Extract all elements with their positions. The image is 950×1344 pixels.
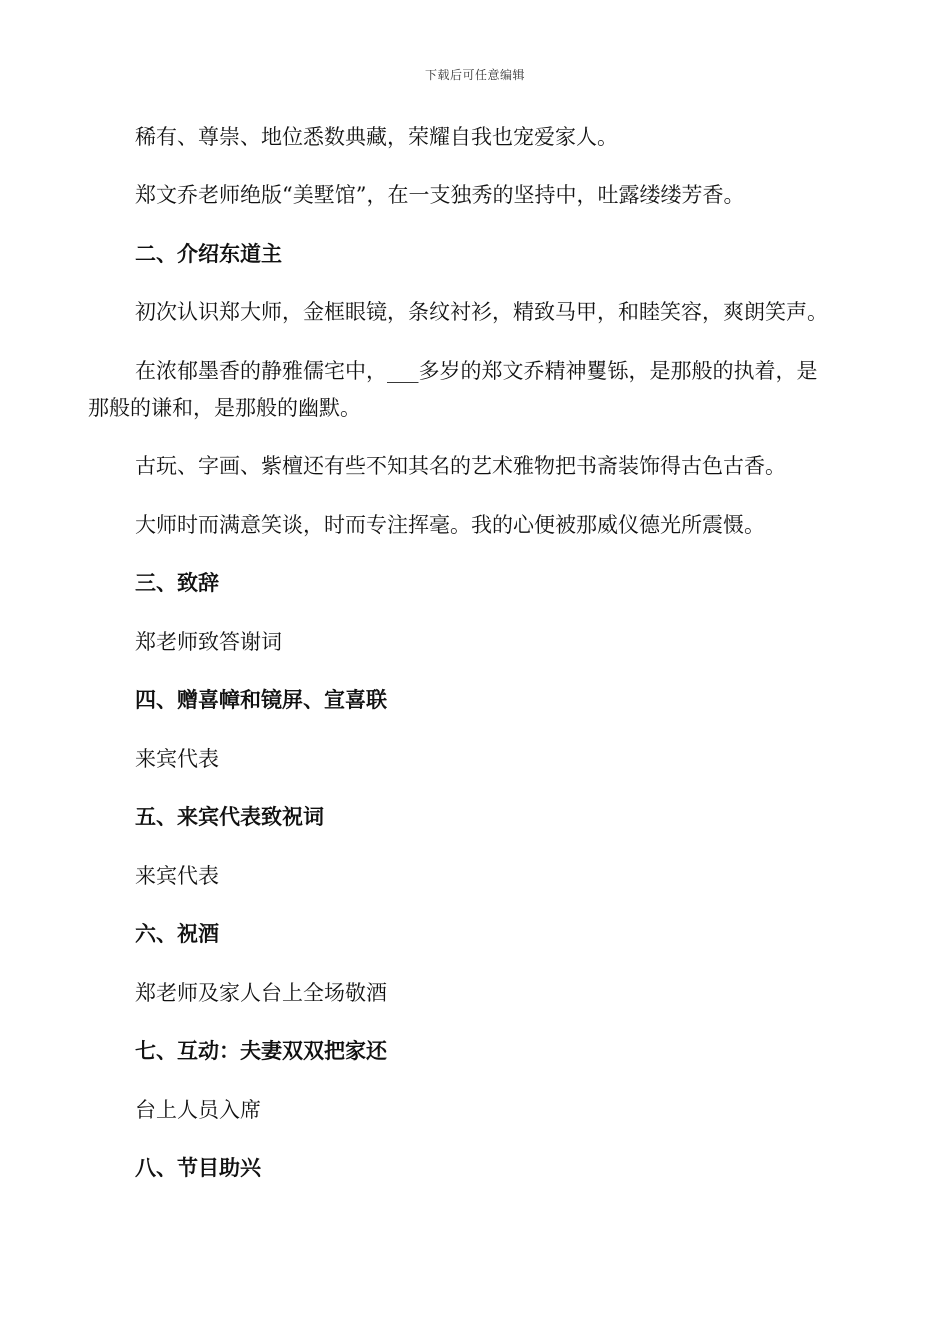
paragraph-5: 古玩、字画、紫檀还有些不知其名的艺术雅物把书斋装饰得古色古香。 (135, 454, 786, 478)
section-heading-6: 六、祝酒 (135, 922, 219, 946)
section-heading-7: 七、互动：夫妻双双把家还 (135, 1039, 387, 1063)
paragraph-2: 郑文乔老师绝版“美墅馆”，在一支独秀的坚持中，吐露缕缕芳香。 (135, 183, 745, 207)
section-heading-4: 四、赠喜幛和镜屏、宣喜联 (135, 688, 387, 712)
paragraph-3: 初次认识郑大师，金框眼镜，条纹衬衫，精致马甲，和睦笑容，爽朗笑声。 (135, 300, 828, 324)
section-heading-2: 二、介绍东道主 (135, 242, 282, 266)
paragraph-10: 郑老师及家人台上全场敬酒 (135, 981, 387, 1005)
paragraph-4: 在浓郁墨香的静雅儒宅中，___多岁的郑文乔精神矍铄，是那般的执着，是 (135, 359, 818, 383)
paragraph-7: 郑老师致答谢词 (135, 630, 282, 654)
paragraph-9: 来宾代表 (135, 864, 219, 888)
paragraph-4-continued: 那般的谦和，是那般的幽默。 (88, 396, 361, 420)
paragraph-6: 大师时而满意笑谈，时而专注挥毫。我的心便被那威仪德光所震慑。 (135, 513, 765, 537)
paragraph-11: 台上人员入席 (135, 1098, 261, 1122)
section-heading-3: 三、致辞 (135, 571, 219, 595)
paragraph-1: 稀有、尊崇、地位悉数典藏，荣耀自我也宠爱家人。 (135, 125, 618, 149)
page-header: 下载后可任意编辑 (424, 68, 525, 82)
paragraph-8: 来宾代表 (135, 747, 219, 771)
section-heading-8: 八、节目助兴 (135, 1156, 261, 1180)
section-heading-5: 五、来宾代表致祝词 (135, 805, 324, 829)
